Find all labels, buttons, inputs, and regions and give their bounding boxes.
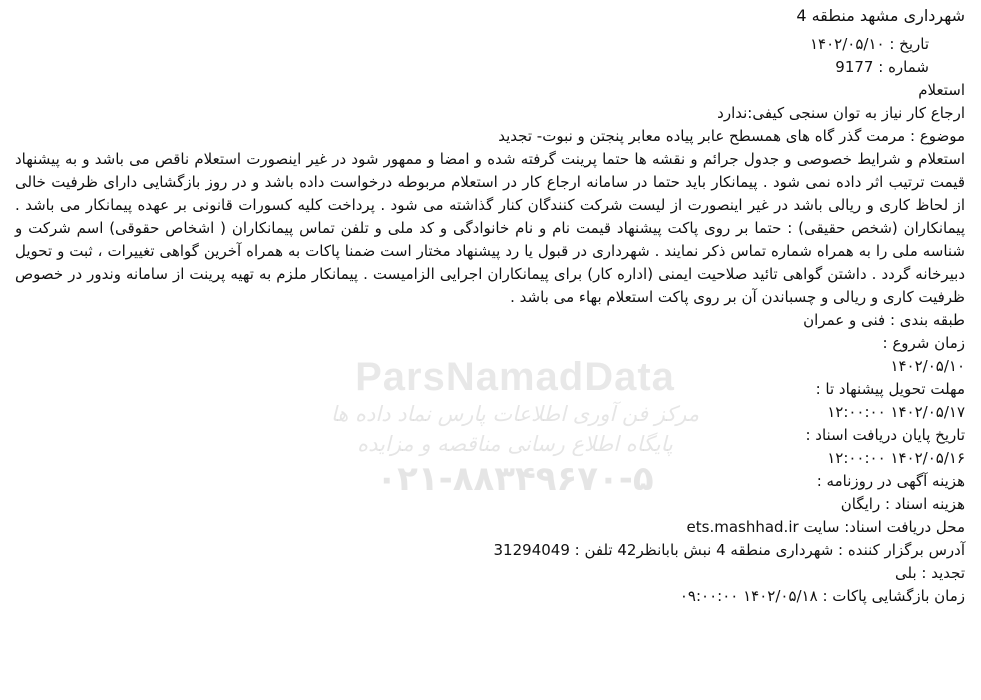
referral-requirement: ارجاع کار نیاز به توان سنجی کیفی:ندارد xyxy=(717,104,965,122)
deadline-label: مهلت تحویل پیشنهاد تا : xyxy=(815,380,965,398)
notice-date: تاریخ : ۱۴۰۲/۰۵/۱۰ xyxy=(810,35,929,53)
deadline-value: ۱۴۰۲/۰۵/۱۷ ۱۲:۰۰:۰۰ xyxy=(827,403,965,421)
document-end-label: تاریخ پایان دریافت اسناد : xyxy=(805,426,965,444)
document-cost: هزینه اسناد : رایگان xyxy=(840,495,965,513)
watermark-brand: ParsNamadData xyxy=(355,355,675,399)
watermark-line-1: مرکز فن آوری اطلاعات پارس نماد داده ها xyxy=(330,402,700,426)
notice-type: استعلام xyxy=(918,81,965,99)
renewal: تجدید : بلی xyxy=(894,564,965,582)
issuer-title: شهرداری مشهد منطقه 4 xyxy=(796,6,965,25)
start-label: زمان شروع : xyxy=(882,334,965,352)
opening-time: زمان بازگشایی پاکات : ۱۴۰۲/۰۵/۱۸ ۰۹:۰۰:۰۰ xyxy=(679,587,965,605)
notice-subject: موضوع : مرمت گذر گاه های همسطح عابر پیاده معابر پنجتن و نبوت- تجدید xyxy=(498,127,965,145)
document-end-value: ۱۴۰۲/۰۵/۱۶ ۱۲:۰۰:۰۰ xyxy=(827,449,965,467)
watermark-phone: ۰۲۱-۸۸۳۴۹۶۷۰-۵ xyxy=(376,459,654,499)
notice-body: استعلام و شرایط خصوصی و جدول جرائم و نقشه ها حتما پرینت گرفته شده و امضا و ممهور شود در غیر اینصورت استعلام ناقص می باشد و به پیشنهاد قیمت ترتیب اثر داده نمی شود . پیمانکار باید حتما در سامانه ارجاع کار در استعلام مربوطه درخواست داده باشد و در روز بازگشایی دارای ظرفیت خالی از لحاظ کاری و ریالی باشد در غیر اینصورت از لیست شرکت کنندگان کنار گذاشته می شود . پرداخت کلیه کسورات قانونی بر عهده پیمانکار می باشد . پیمانکاران (شخص حقیقی) : حتما بر روی پاکت پیشنهاد قیمت نام و نام خانوادگی و کد ملی و تلفن تماس پیمانکاران ( اشخاص حقوقی) اسم شرکت و شناسه ملی را به همراه شماره تماس ذکر نمایند . شهرداری در قبول یا رد پیشنهاد مختار است ضمنا پاکات به همراه آخرین گواهی تغییرات ، ثبت و تحویل دبیرخانه گردد . داشتن گواهی تائید صلاحیت ایمنی (اداره کار) برای پیمانکاران اجرایی الزامیست . پیمانکار ملزم به تهیه پرینت از سامانه وندور در خصوص ظرفیت کاری و ریالی و چسباندن آن بر روی پاکت استعلام بهاء می باشد . xyxy=(15,150,965,306)
receipt-place: محل دریافت اسناد: سایت ets.mashhad.ir xyxy=(686,518,965,536)
notice-number: شماره : 9177 xyxy=(835,58,929,76)
tender-document xyxy=(15,4,965,608)
organizer-address: آدرس برگزار کننده : شهرداری منطقه 4 نبش بابانظر42 تلفن : 31294049 xyxy=(493,541,965,559)
newspaper-cost: هزینه آگهی در روزنامه : xyxy=(816,472,965,490)
watermark-line-2: پایگاه اطلاع رسانی مناقصه و مزایده xyxy=(357,432,673,456)
category: طبقه بندی : فنی و عمران xyxy=(803,311,965,329)
start-value: ۱۴۰۲/۰۵/۱۰ xyxy=(890,357,965,375)
